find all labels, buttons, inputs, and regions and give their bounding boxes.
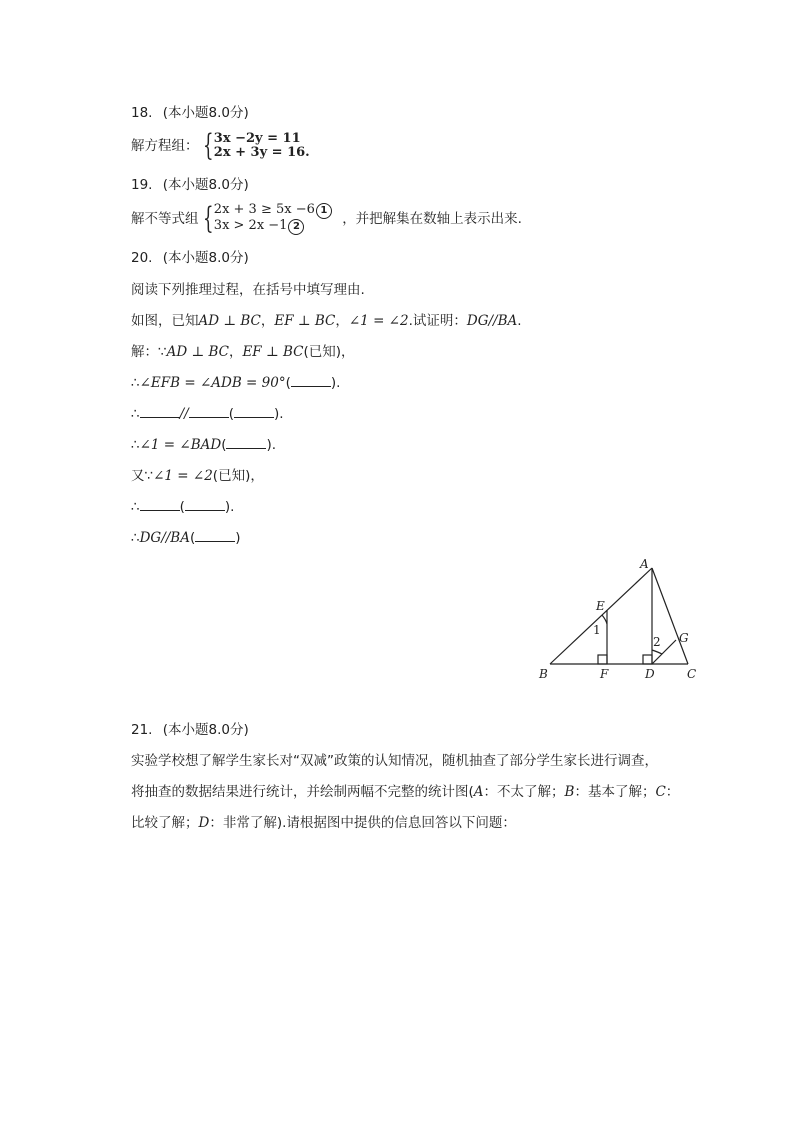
circled-two-icon: 2 (288, 219, 304, 235)
q20-step-2: ∴∠EFB = ∠ADB = 90°( ). (131, 375, 341, 391)
label-angle-2: 2 (653, 635, 661, 649)
right-angle-mark-d (643, 655, 652, 664)
angle-2-arc (652, 650, 662, 654)
q20-header (131, 248, 249, 268)
q19-inequality-1: 2x + 3 ≥ 5x −6 1 (214, 203, 332, 219)
left-brace-icon: { (202, 201, 214, 236)
answer-blank[interactable] (189, 404, 229, 418)
q20-given: 如图，已知AD ⊥ BC，EF ⊥ BC，∠1 = ∠2.试证明：DG//BA. (131, 313, 522, 329)
q18-score: (本小题8.0分) (162, 105, 249, 121)
q19-suffix: ，并把解集在数轴上表示出来. (342, 211, 522, 227)
q20-number: 20. (131, 250, 153, 266)
q18-system (202, 128, 310, 163)
q19-header (131, 175, 249, 195)
q21-line-2: 将抽查的数据结果进行统计，并绘制两幅不完整的统计图(A：不太了解；B：基本了解；C： (131, 784, 680, 800)
answer-blank[interactable] (195, 528, 235, 542)
q21-line-1: 实验学校想了解学生家长对“双减”政策的认知情况，随机抽查了部分学生家长进行调查， (131, 753, 658, 769)
q18-equation-2: 2x + 3y = 16. (213, 145, 310, 160)
circled-one-icon: 1 (316, 203, 332, 219)
q19-inequality-2: 3x > 2x −1 2 (214, 219, 332, 235)
q20-intro: 阅读下列推理过程，在括号中填写理由. (131, 282, 365, 298)
label-c: C (687, 667, 697, 681)
q21-score: (本小题8.0分) (162, 722, 249, 738)
q21-header (131, 720, 249, 740)
answer-blank[interactable] (185, 497, 225, 511)
label-d: D (645, 667, 655, 681)
segment-ac (652, 568, 688, 664)
answer-blank[interactable] (234, 404, 274, 418)
q18-equation-1: 3x −2y = 11 (213, 131, 301, 146)
q20-step-1: 解：∵AD ⊥ BC，EF ⊥ BC(已知)， (131, 344, 355, 360)
q18-body (131, 128, 310, 163)
right-angle-mark-f (598, 655, 607, 664)
angle-1-arc (602, 615, 607, 624)
answer-blank[interactable] (140, 404, 180, 418)
q20-step-7: ∴DG//BA( ) (131, 530, 241, 546)
triangle-figure (530, 552, 710, 682)
answer-blank[interactable] (226, 435, 266, 449)
q18-prompt: 解方程组： (131, 138, 199, 154)
label-g: G (679, 631, 689, 645)
q20-step-5: 又∵∠1 = ∠2(已知)， (131, 468, 264, 484)
q19-body (131, 203, 522, 235)
label-f: F (600, 667, 609, 681)
label-e: E (596, 599, 605, 613)
segment-ba (550, 568, 652, 664)
q20-step-6: ∴ ( ). (131, 499, 235, 515)
q20-score: (本小题8.0分) (162, 250, 249, 266)
answer-blank[interactable] (291, 373, 331, 387)
q19-prompt: 解不等式组 (131, 211, 199, 227)
q21-number: 21. (131, 722, 153, 738)
left-brace-icon: { (202, 128, 214, 163)
label-a: A (640, 557, 649, 571)
q19-number: 19. (131, 177, 153, 193)
q19-score: (本小题8.0分) (162, 177, 249, 193)
q20-step-4: ∴∠1 = ∠BAD( ). (131, 437, 277, 453)
label-b: B (539, 667, 548, 681)
label-angle-1: 1 (593, 623, 601, 637)
answer-blank[interactable] (140, 497, 180, 511)
q18-number: 18. (131, 105, 153, 121)
q19-system (203, 203, 332, 235)
q20-step-3: ∴ // ( ). (131, 406, 284, 422)
q18-header (131, 103, 249, 123)
q21-line-3: 比较了解；D：非常了解).请根据图中提供的信息回答以下问题： (131, 815, 516, 831)
